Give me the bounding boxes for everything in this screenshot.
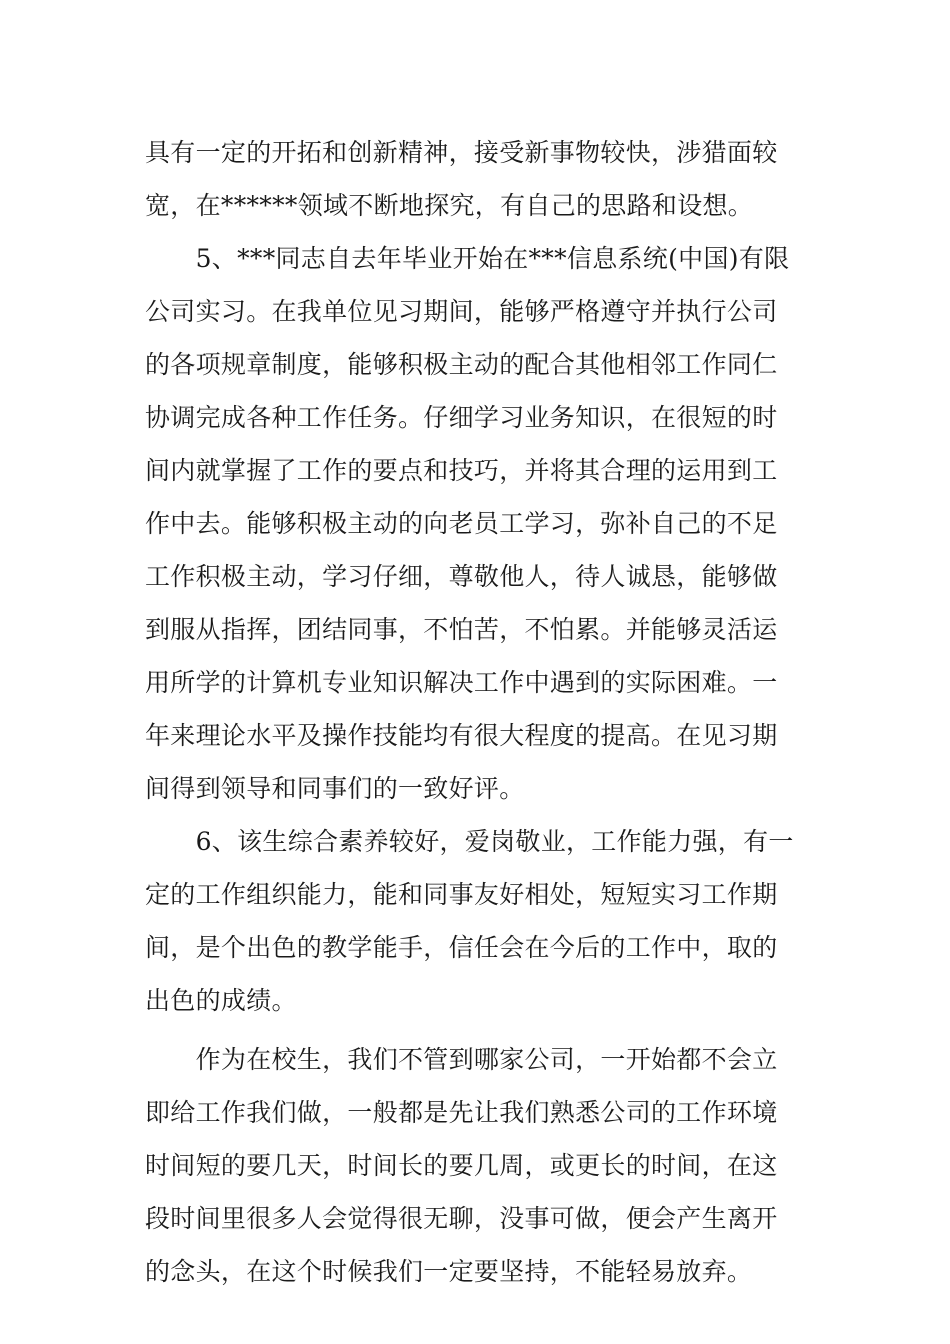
text-line: 具有一定的开拓和创新精神，接受新事物较快，涉猎面较 [145,138,778,167]
text-line: 工作积极主动，学习仔细，尊敬他人，待人诚恳，能够做 [145,562,778,591]
text-line: 间内就掌握了工作的要点和技巧，并将其合理的运用到工 [145,456,778,485]
text-line: 用所学的计算机专业知识解决工作中遇到的实际困难。一 [145,668,778,697]
text-line: 时间短的要几天，时间长的要几周，或更长的时间，在这 [145,1151,778,1180]
text-line: 间得到领导和同事们的一致好评。 [145,774,525,803]
text-line: 段时间里很多人会觉得很无聊，没事可做，便会产生离开 [145,1204,778,1233]
text-line: 定的工作组织能力，能和同事友好相处，短短实习工作期 [145,880,778,909]
text-line: 作中去。能够积极主动的向老员工学习，弥补自己的不足 [145,509,778,538]
text-line: 出色的成绩。 [145,986,297,1015]
text-line: 的念头，在这个时候我们一定要坚持，不能轻易放弃。 [145,1257,753,1286]
text-line: 到服从指挥，团结同事，不怕苦，不怕累。并能够灵活运 [145,615,778,644]
text-line: 的各项规章制度，能够积极主动的配合其他相邻工作同仁 [145,350,778,379]
document-body [145,126,815,1298]
text-line: 协调完成各种工作任务。仔细学习业务知识，在很短的时 [145,403,778,432]
text-line: 宽，在******领域不断地探究，有自己的思路和设想。 [145,191,754,220]
text-line: 公司实习。在我单位见习期间，能够严格遵守并执行公司 [145,297,778,326]
text-line: 即给工作我们做，一般都是先让我们熟悉公司的工作环境 [145,1098,778,1127]
text-line: 作为在校生，我们不管到哪家公司，一开始都不会立 [145,1045,778,1074]
text-line: 6、该生综合素养较好，爱岗敬业，工作能力强，有一 [145,827,794,856]
text-line: 间，是个出色的教学能手，信任会在今后的工作中，取的 [145,933,778,962]
text-line: 5、***同志自去年毕业开始在***信息系统(中国)有限 [145,244,790,273]
text-line: 年来理论水平及操作技能均有很大程度的提高。在见习期 [145,721,778,750]
